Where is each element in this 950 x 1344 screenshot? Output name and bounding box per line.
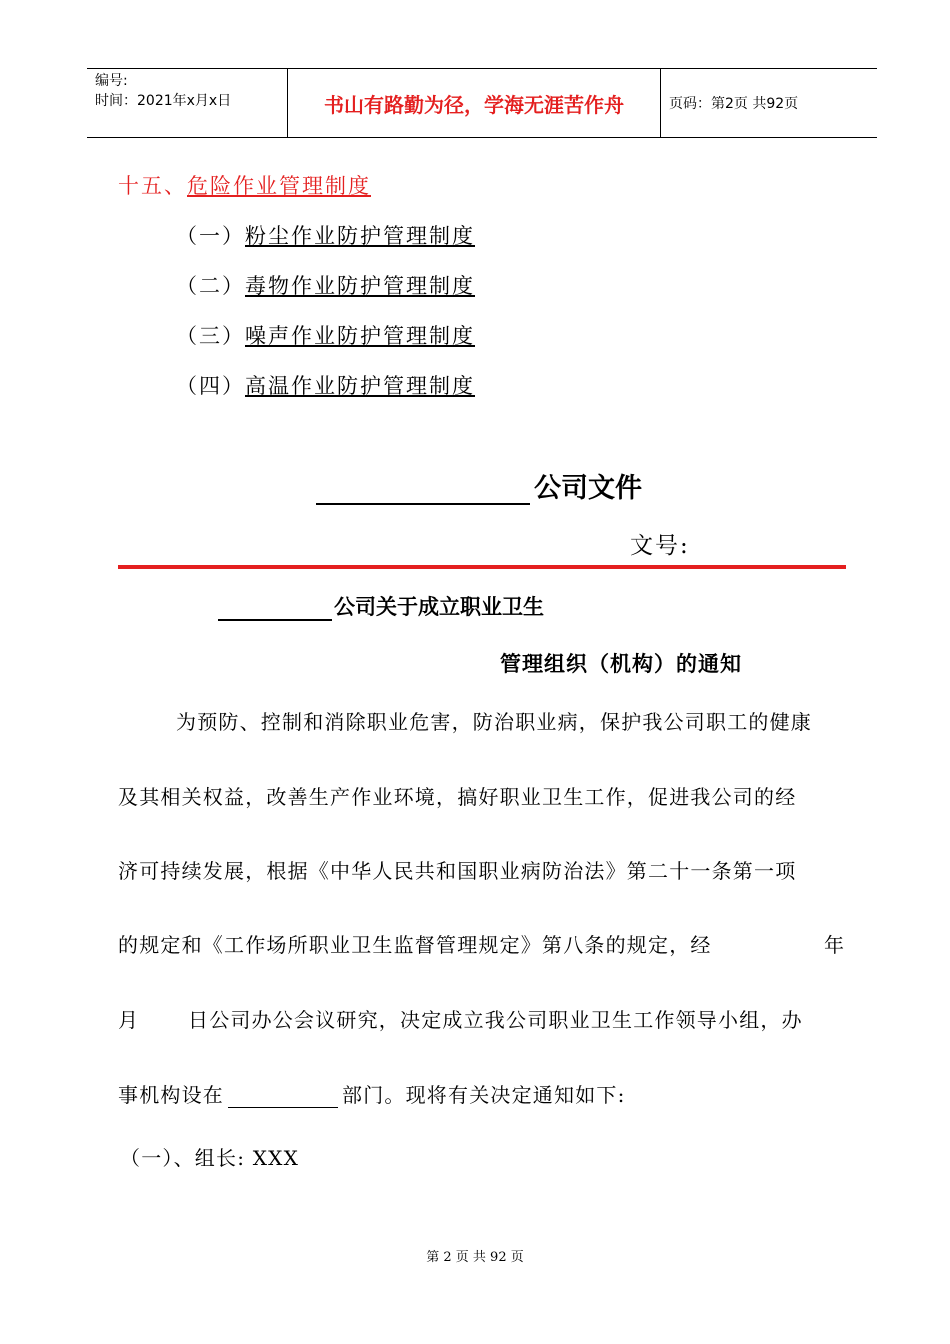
- item-one: （一）、组长: XXX: [120, 1146, 300, 1170]
- page-footer: 第 2 页 共 92 页: [426, 1250, 524, 1265]
- toc-section-num: 十五、: [118, 174, 187, 198]
- toc-section-title: 危险作业管理制度: [187, 174, 371, 198]
- paragraph-line: 济可持续发展，根据《中华人民共和国职业病防治法》第二十一条第一项: [118, 859, 797, 883]
- toc-item[interactable]: [176, 220, 475, 250]
- toc-item-title: 毒物作业防护管理制度: [245, 274, 475, 298]
- doc-number-label: 文号:: [630, 533, 690, 559]
- toc-item[interactable]: [176, 320, 475, 350]
- toc-item-num: （二）: [176, 274, 245, 298]
- company-name-blank: [316, 477, 530, 505]
- paragraph-line: 为预防、控制和消除职业危害，防治职业病，保护我公司职工的健康: [176, 710, 812, 734]
- toc-item-num: （一）: [176, 224, 245, 248]
- header-motto-cell: [287, 69, 661, 137]
- paragraph-line-text: 的规定和《工作场所职业卫生监督管理规定》第八条的规定，经: [118, 933, 712, 957]
- notice-title-line1: [218, 591, 544, 621]
- toc-item-num: （四）: [176, 374, 245, 398]
- header-meta: [87, 69, 287, 137]
- paragraph-line: 日公司办公会议研究，决定成立我公司职业卫生工作领导小组，办: [188, 1008, 803, 1032]
- toc-item-num: （三）: [176, 324, 245, 348]
- header-page-cell: [661, 69, 877, 137]
- toc-item-title: 粉尘作业防护管理制度: [245, 224, 475, 248]
- header-page-label: 页码：第2页 共92页: [669, 96, 799, 112]
- paragraph-line-text: 部门。现将有关决定通知如下:: [342, 1083, 626, 1107]
- month-label: 月: [118, 1008, 140, 1032]
- red-divider: [118, 565, 846, 569]
- paragraph-line: [118, 1079, 626, 1108]
- notice-company-blank: [218, 597, 332, 621]
- notice-title-line2: 管理组织（机构）的通知: [500, 652, 742, 676]
- time-label: 时间：2021年x月x日: [95, 93, 232, 109]
- toc-item[interactable]: [176, 270, 475, 300]
- year-label: 年: [824, 933, 846, 957]
- page-header: [87, 68, 877, 138]
- department-blank: [228, 1087, 338, 1108]
- toc-item-title: 噪声作业防护管理制度: [245, 324, 475, 348]
- company-doc-heading: [316, 466, 642, 505]
- notice-title-text1: 公司关于成立职业卫生: [334, 595, 544, 619]
- paragraph-line: 及其相关权益，改善生产作业环境，搞好职业卫生工作，促进我公司的经: [118, 785, 797, 809]
- number-label: 编号:: [95, 73, 128, 89]
- company-doc-title: 公司文件: [534, 473, 642, 504]
- toc-section-heading[interactable]: [118, 170, 371, 200]
- toc-item-title: 高温作业防护管理制度: [245, 374, 475, 398]
- paragraph-line-text: 事机构设在: [118, 1083, 224, 1107]
- paragraph-line: [118, 929, 712, 958]
- toc-item[interactable]: [176, 370, 475, 400]
- header-motto: 书山有路勤为径，学海无涯苦作舟: [324, 92, 624, 117]
